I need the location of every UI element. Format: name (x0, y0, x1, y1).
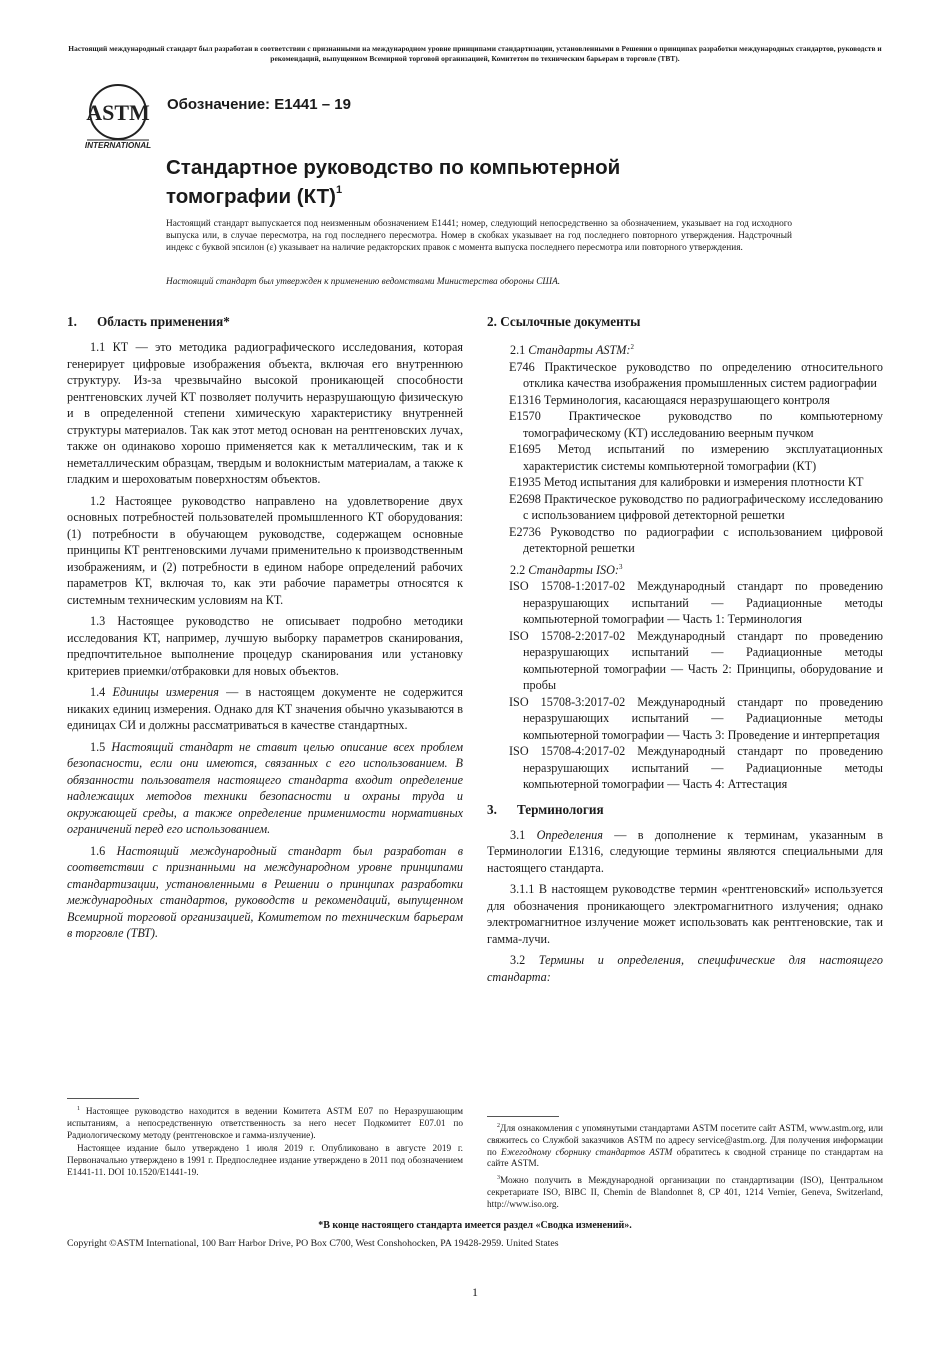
footnote-1 (67, 1104, 463, 1142)
para-3-2-text: Термины и определения, специфические для настоящего стандарта: (487, 953, 884, 984)
para-3-1-text: — в дополнение к терминам, указанным в Терминологии E1316, следующие термины являются специальными для настоящего стандарта. (487, 827, 883, 875)
summary-of-changes-note: *В конце настоящего стандарта имеется раздел «Сводка изменений». (318, 1220, 632, 1231)
para-3-1 (487, 827, 883, 877)
astm-standards-heading (510, 339, 883, 359)
title-line-2-text: томографии (КТ) (166, 184, 336, 208)
ref-e1316: E1316 Терминология, касающаяся неразрушающего контроля (509, 392, 830, 407)
copyright: Copyright ©ASTM International, 100 Barr Harbor Drive, PO Box C700, West Conshohocken, PA 19428-2959. United States (67, 1238, 559, 1249)
logo-international: INTERNATIONAL (84, 141, 152, 150)
astm-logo (77, 84, 159, 150)
section-1-number: 1. (67, 314, 77, 329)
para-1-5 (67, 739, 463, 838)
footnote-1-mark: 1 (77, 1106, 80, 1112)
title-line-1: Стандартное руководство по компьютерной (166, 156, 621, 179)
iso-footnote-mark: 3 (618, 562, 623, 571)
footnote-2-text-b: обратитесь к сводной странице по стандартам на сайте ASTM. (487, 1147, 884, 1170)
para-1-1: 1.1 КТ — это методика радиографического исследования, которая генерирует цифровые изображения объекта, включая его внутреннюю структуру. Из-за чрезвычайно высокой проникающей способности рентгеновских лучей КТ позволяет получить неразрушающую физическую и в определенной степени химическую характеристику внутренней структуры материалов. Так как этот метод основан на рентгеновских лучах, также он одинаково хорошо применяется как к металлическим, так и к неметаллическим образцам, твердым и волокнистым материалам, а также к гладким и шероховатым поверхностям объектов. (67, 340, 463, 486)
section-2-number: 2. (487, 314, 497, 329)
footnote-2-mark: 2 (497, 1123, 500, 1129)
section-1-title: Область применения* (97, 314, 230, 329)
ref-e2736: E2736 Руководство по радиографии с использованием цифровой детекторной решетки (509, 524, 883, 556)
para-3-2-num: 3.2 (510, 953, 526, 968)
footnote-1-text: Настоящее руководство находится в ведении Комитета ASTM E07 по Неразрушающим испытаниям, а непосредственную ответственность за него несет Подкомитет E07.01 по Радиологическому методу (рентгеновское и гамма-излучение). (67, 1107, 463, 1141)
para-1-5-text: Настоящий стандарт не ставит целью описание всех проблем безопасности, если они имеются, связанных с его использованием. В обязанности пользователя настоящего стандарта входит определение надлежащих методов техники безопасности и охраны труда и окружающей среды, а также определение применимости нормативных ограничений перед его использованием. (67, 739, 463, 836)
approval-note: Настоящий стандарт был утвержден к применению ведомствами Министерства обороны США. (166, 277, 561, 287)
footnote-3-text: Можно получить в Международной организации по стандартизации (ISO), Центральном секретариате ISO, BIBC II, Chemin de Blandonnet 8, CP 401, 1214 Vernier, Geneva, Switzerland, http://www.iso.org. (487, 1176, 883, 1210)
document-title (166, 156, 766, 209)
para-1-6 (67, 843, 463, 942)
astm-logo-icon (77, 84, 159, 150)
footnote-2 (487, 1121, 883, 1171)
footnote-2-italic: Ежегодному сборнику стандартов ASTM (500, 1147, 673, 1158)
section-1-heading (67, 313, 463, 331)
footnotes-right (487, 1121, 883, 1214)
section-2-heading (487, 313, 883, 331)
astm-heading-text: Стандарты ASTM: (528, 343, 631, 358)
designation: Обозначение: E1441 – 19 (167, 96, 351, 113)
footnote-1-edition: Настоящее издание было утверждено 1 июля 2019 г. Опубликовано в августе 2019 г. Первоначально утверждено в 1991 г. Предпоследнее издание утверждено в 2011 под обозначением E1441-11. DOI 10.1520/E1441-19. (67, 1144, 463, 1179)
para-3-1-term: Определения (536, 827, 603, 842)
logo-letters: ASTM (86, 100, 150, 125)
para-1-3: 1.3 Настоящее руководство не описывает подробно методики исследования КТ, например, лучшую выборку параметров сканирования, предпочтительное выполнение процедур сканирования или установку критериев приемки/отбраковки для новых объектов. (67, 614, 463, 678)
iso-heading-text: Стандарты ISO: (528, 562, 619, 577)
issuance-note: Настоящий стандарт выпускается под неизменным обозначением E1441; номер, следующий непосредственно за обозначением, указывает на год исходного выпуска или, в случае пересмотра, на год последнего пересмотра. Номер в скобках указывает на год последнего повторного утверждения. Надстрочный индекс с буквой эпсилон (ε) указывает на наличие редакторских правок с момента выпуска последнего пересмотра или повторного утверждения. (166, 219, 792, 253)
para-1-4-term: Единицы измерения (112, 685, 219, 699)
ref-iso-15708-4: ISO 15708-4:2017-02 Международный стандарт по проведению неразрушающих испытаний — Радиационные методы компьютерной томографии — Часть 4: Аттестация (509, 744, 883, 792)
ref-iso-15708-2: ISO 15708-2:2017-02 Международный стандарт по проведению неразрушающих испытаний — Радиационные методы компьютерной томографии — Часть 2: Принципы, оборудование и пробы (509, 628, 883, 693)
para-3-1-1: 3.1.1 В настоящем руководстве термин «рентгеновский» используется для обозначения проникающего электромагнитного излучения; однако электромагнитное излучение может использовать как рентгеновские, так и гамма-лучи. (487, 882, 883, 946)
ref-e2698: E2698 Практическое руководство по радиографическому исследованию с использованием цифровой детекторной решетки (509, 491, 883, 523)
international-standard-notice: Настоящий международный стандарт был разработан в соответствии с признанными на международном уровне принципами стандартизации, установленными в Решении о принципах разработки международных стандартов, руководств и рекомендаций, выпущенном Всемирной торговой организацией, Комитетом по техническим барьерам в торговле (ТВТ). (68, 44, 882, 63)
footnote-2-text-a: Для ознакомления с упомянутыми стандартами ASTM посетите сайт ASTM, www.astm.org, или свяжитесь со Службой заказчиков ASTM по адресу service@astm.org. Для получения информации по (487, 1124, 883, 1158)
iso-heading-num: 2.2 (510, 562, 526, 577)
footnotes-left (67, 1104, 463, 1182)
right-column (487, 313, 883, 990)
footnote-rule-right (487, 1116, 559, 1117)
para-1-4-text: — в настоящем документе не содержится никаких единиц измерения. Однако для КТ значения обычно указываются в единицах СИ и должны рассматриваться в качестве стандартных. (67, 685, 464, 732)
para-1-6-num: 1.6 (90, 843, 106, 858)
ref-e1935: E1935 Метод испытания для калибровки и измерения плотности КТ (509, 475, 864, 490)
para-1-5-num: 1.5 (90, 739, 106, 754)
left-column (67, 313, 463, 947)
ref-e1570: E1570 Практическое руководство по компьютерному томографическому (КТ) исследованию веерным пучком (509, 409, 883, 440)
iso-standards-heading (510, 559, 883, 579)
ref-iso-15708-3: ISO 15708-3:2017-02 Международный стандарт по проведению неразрушающих испытаний — Радиационные методы компьютерной томографии — Часть 3: Проведение и интерпретация (509, 694, 883, 742)
para-1-4-num: 1.4 (90, 685, 106, 699)
section-3-title: Терминология (517, 801, 604, 817)
section-3-number: 3. (487, 801, 497, 817)
para-1-4 (67, 684, 463, 734)
footnote-3 (487, 1173, 883, 1211)
title-footnote-mark: 1 (335, 184, 343, 196)
section-3-heading (487, 801, 883, 819)
astm-footnote-mark: 2 (630, 343, 634, 351)
ref-e746: E746 Практическое руководство по определению относительного отклика качества изображения промышленных систем радиографии (509, 359, 883, 391)
astm-heading-num: 2.1 (510, 343, 526, 358)
title-line-2 (166, 180, 766, 209)
ref-iso-15708-1: ISO 15708-1:2017-02 Международный стандарт по проведению неразрушающих испытаний — Радиационные методы компьютерной томографии — Часть 1: Терминология (509, 579, 883, 627)
para-3-1-num: 3.1 (510, 827, 526, 842)
para-1-2: 1.2 Настоящее руководство направлено на удовлетворение двух основных потребностей пользователей промышленного КТ оборудования: (1) потребности в обучающем руководстве, содержащем основные принципы КТ рентгеновскими лучами применительно к производственным изображениям, и (2) потребности в едином наборе определений рабочих параметров КТ, включая то, как эти рабочие параметры относятся к системным техническим условиям на КТ. (67, 493, 463, 607)
page-number: 1 (472, 1285, 478, 1299)
footnote-3-mark: 3 (497, 1175, 500, 1182)
para-1-6-text: Настоящий международный стандарт был разработан в соответствии с признанными на международном уровне принципами стандартизации, установленными в Решении о принципах разработки международных стандартов, руководств и рекомендаций, выпущенном Всемирной торговой организацией, Комитетом по техническим барьерам в торговле (ТВТ). (67, 843, 464, 940)
para-3-2 (487, 952, 883, 985)
footnote-rule-left (67, 1098, 139, 1099)
ref-e1695: E1695 Метод испытаний по измерению эксплуатационных характеристик системы компьютерной томографии (КТ) (509, 442, 883, 473)
section-2-title: Ссылочные документы (500, 314, 641, 329)
